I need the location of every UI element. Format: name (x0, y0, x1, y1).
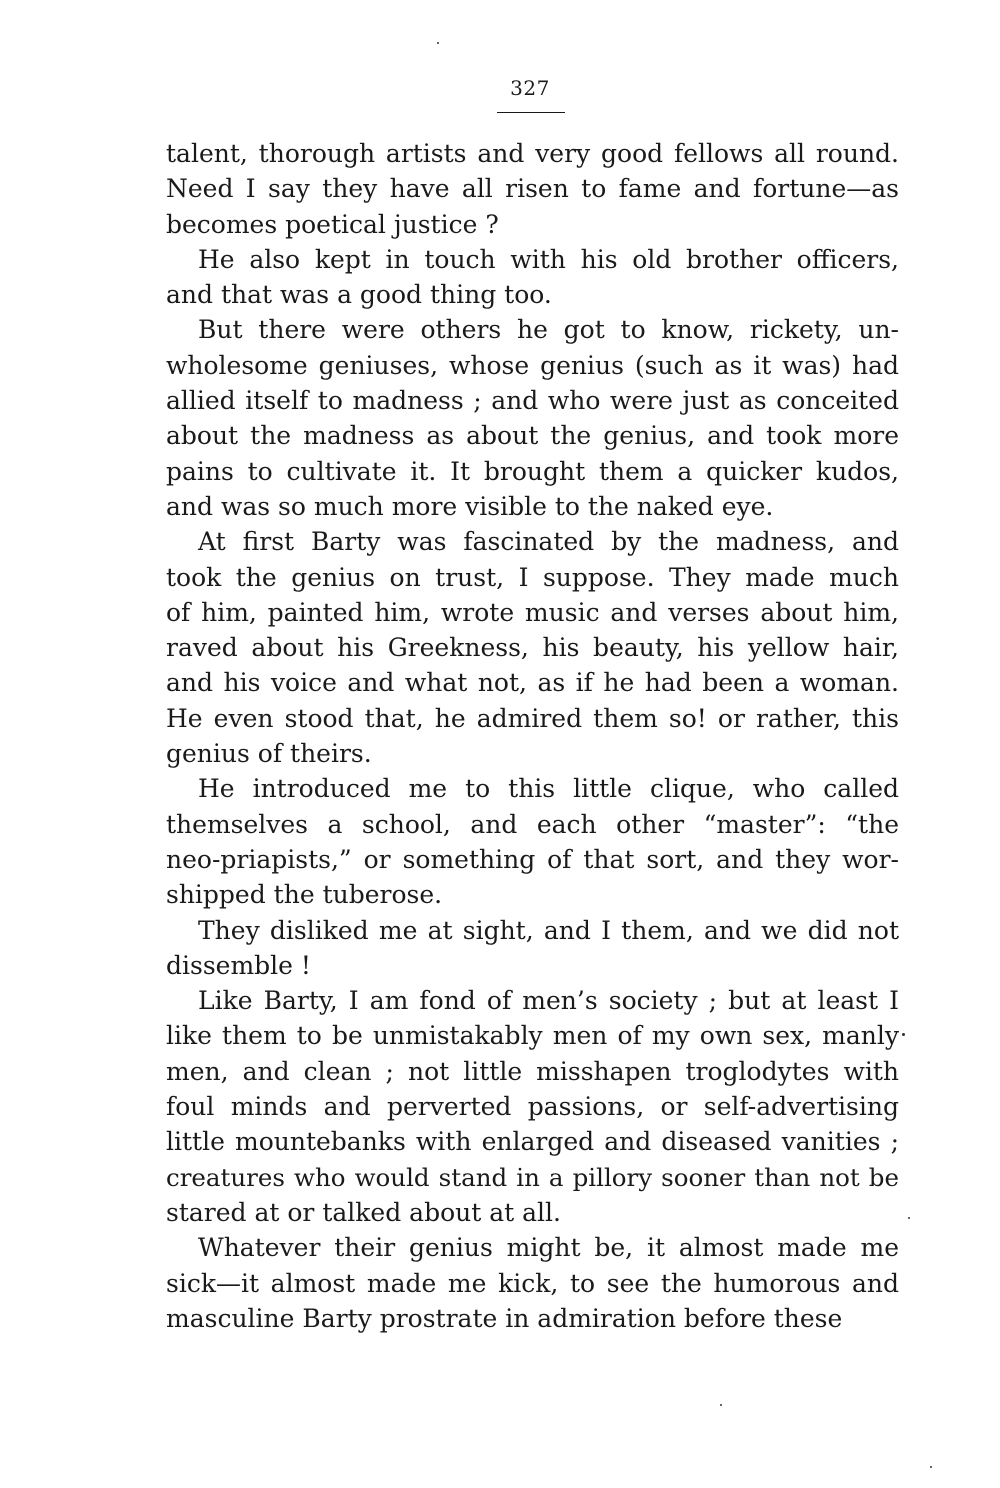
text-line: At first Barty was fascinated by the madness, and (198, 527, 899, 557)
text-line: becomes poetical justice ? (166, 209, 499, 239)
text-line: Like Barty, I am fond of men’s society ; but at least I (198, 986, 899, 1016)
scan-speck (437, 42, 439, 44)
paragraph (166, 983, 899, 1230)
text-line: He even stood that, he admired them so! or rather, this (166, 703, 899, 733)
page-number-rule (497, 112, 565, 113)
text-line: themselves a school, and each other “master”: “the (166, 809, 899, 839)
paragraph (166, 136, 899, 242)
text-line: of him, painted him, wrote music and verses about him, (166, 597, 899, 627)
body-text (166, 136, 899, 1336)
text-line: about the madness as about the genius, and took more (166, 421, 899, 451)
text-line: and was so much more visible to the naked eye. (166, 491, 774, 521)
text-line: and his voice and what not, as if he had been a woman. (166, 668, 899, 698)
text-line: and that was a good thing too. (166, 280, 552, 310)
text-line: masculine Barty prostrate in admiration before these (166, 1303, 843, 1333)
paragraph (166, 242, 899, 313)
text-line: foul minds and perverted passions, or self-advertising (166, 1092, 899, 1122)
text-line: neo-priapists,” or something of that sort, and they wor- (166, 844, 899, 874)
paragraph (166, 771, 899, 912)
text-line: wholesome geniuses, whose genius (such as it was) had (166, 350, 899, 380)
text-line: raved about his Greekness, his beauty, his yellow hair, (166, 633, 899, 663)
text-line: He introduced me to this little clique, who called (198, 774, 899, 804)
text-line: They disliked me at sight, and I them, and we did not (198, 915, 899, 945)
text-line: Whatever their genius might be, it almost made me (198, 1233, 899, 1263)
text-line: little mountebanks with enlarged and diseased vanities ; (166, 1127, 899, 1157)
text-line: genius of theirs. (166, 739, 372, 769)
text-line: shipped the tuberose. (166, 880, 443, 910)
text-line: Need I say they have all risen to fame and fortune—as (166, 174, 899, 204)
paragraph (166, 1230, 899, 1336)
text-line: pains to cultivate it. It brought them a quicker kudos, (166, 456, 899, 486)
text-line: He also kept in touch with his old brother officers, (198, 244, 899, 274)
text-line: allied itself to madness ; and who were just as conceited (166, 386, 899, 416)
text-line: But there were others he got to know, rickety, un- (198, 315, 899, 345)
scan-speck (902, 1033, 905, 1036)
text-line: like them to be unmistakably men of my own sex, manly (166, 1021, 899, 1051)
scan-speck (720, 1404, 722, 1406)
text-line: dissemble ! (166, 950, 311, 980)
text-line: creatures who would stand in a pillory sooner than not be (166, 1162, 899, 1192)
text-line: stared at or talked about at all. (166, 1197, 561, 1227)
page-number: 327 (510, 76, 550, 100)
text-line: men, and clean ; not little misshapen troglodytes with (166, 1056, 899, 1086)
paragraph (166, 524, 899, 771)
text-line: sick—it almost made me kick, to see the humorous and (166, 1268, 899, 1298)
scan-speck (930, 1466, 932, 1468)
scan-speck (908, 1217, 910, 1219)
text-line: talent, thorough artists and very good fellows all round. (166, 139, 899, 168)
paragraph (166, 312, 899, 524)
paragraph (166, 913, 899, 984)
text-line: took the genius on trust, I suppose. They made much (166, 562, 899, 592)
